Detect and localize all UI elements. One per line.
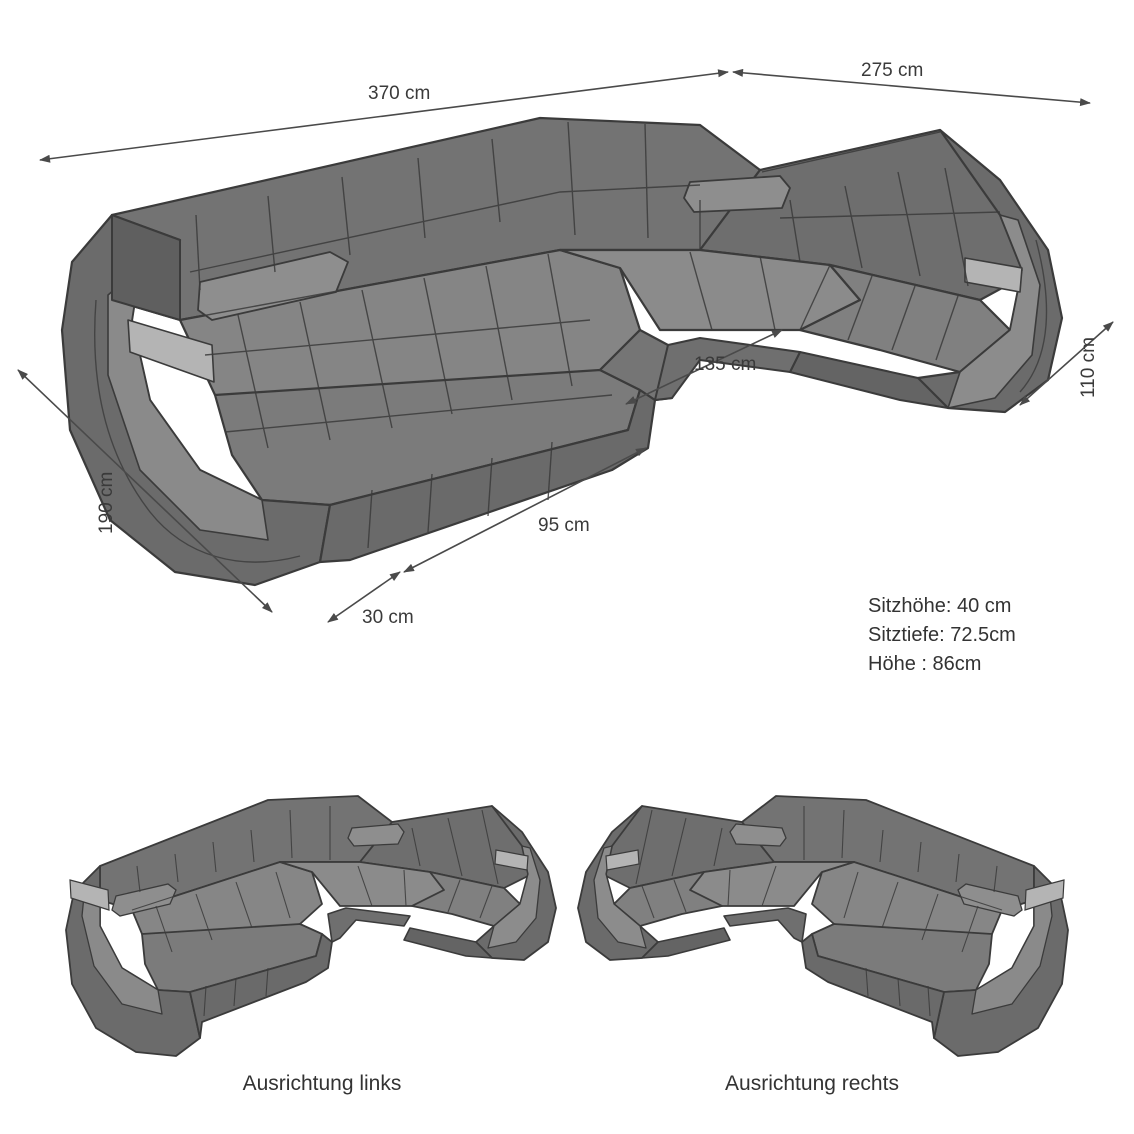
variant-left-illustration: [66, 796, 556, 1056]
dimension-label-30: 30 cm: [362, 607, 414, 628]
variant-caption-left: Ausrichtung links: [242, 1072, 402, 1095]
dimension-label-95: 95 cm: [538, 515, 590, 536]
dimension-label-110: 110 cm: [1078, 337, 1099, 398]
variant-caption-right: Ausrichtung rechts: [725, 1072, 899, 1095]
spec-list: [868, 592, 1016, 679]
spec-sitztiefe: Sitztiefe: 72.5cm: [868, 624, 1016, 646]
spec-hoehe: Höhe : 86cm: [868, 653, 982, 675]
dimension-label-190: 190 cm: [96, 471, 117, 534]
dimension-label-135: 135 cm: [694, 354, 757, 375]
variant-right-illustration: [578, 796, 1068, 1056]
dimension-label-275: 275 cm: [861, 60, 924, 81]
dimension-label-370: 370 cm: [368, 83, 431, 104]
spec-sitzhoehe: Sitzhöhe: 40 cm: [868, 595, 1012, 617]
